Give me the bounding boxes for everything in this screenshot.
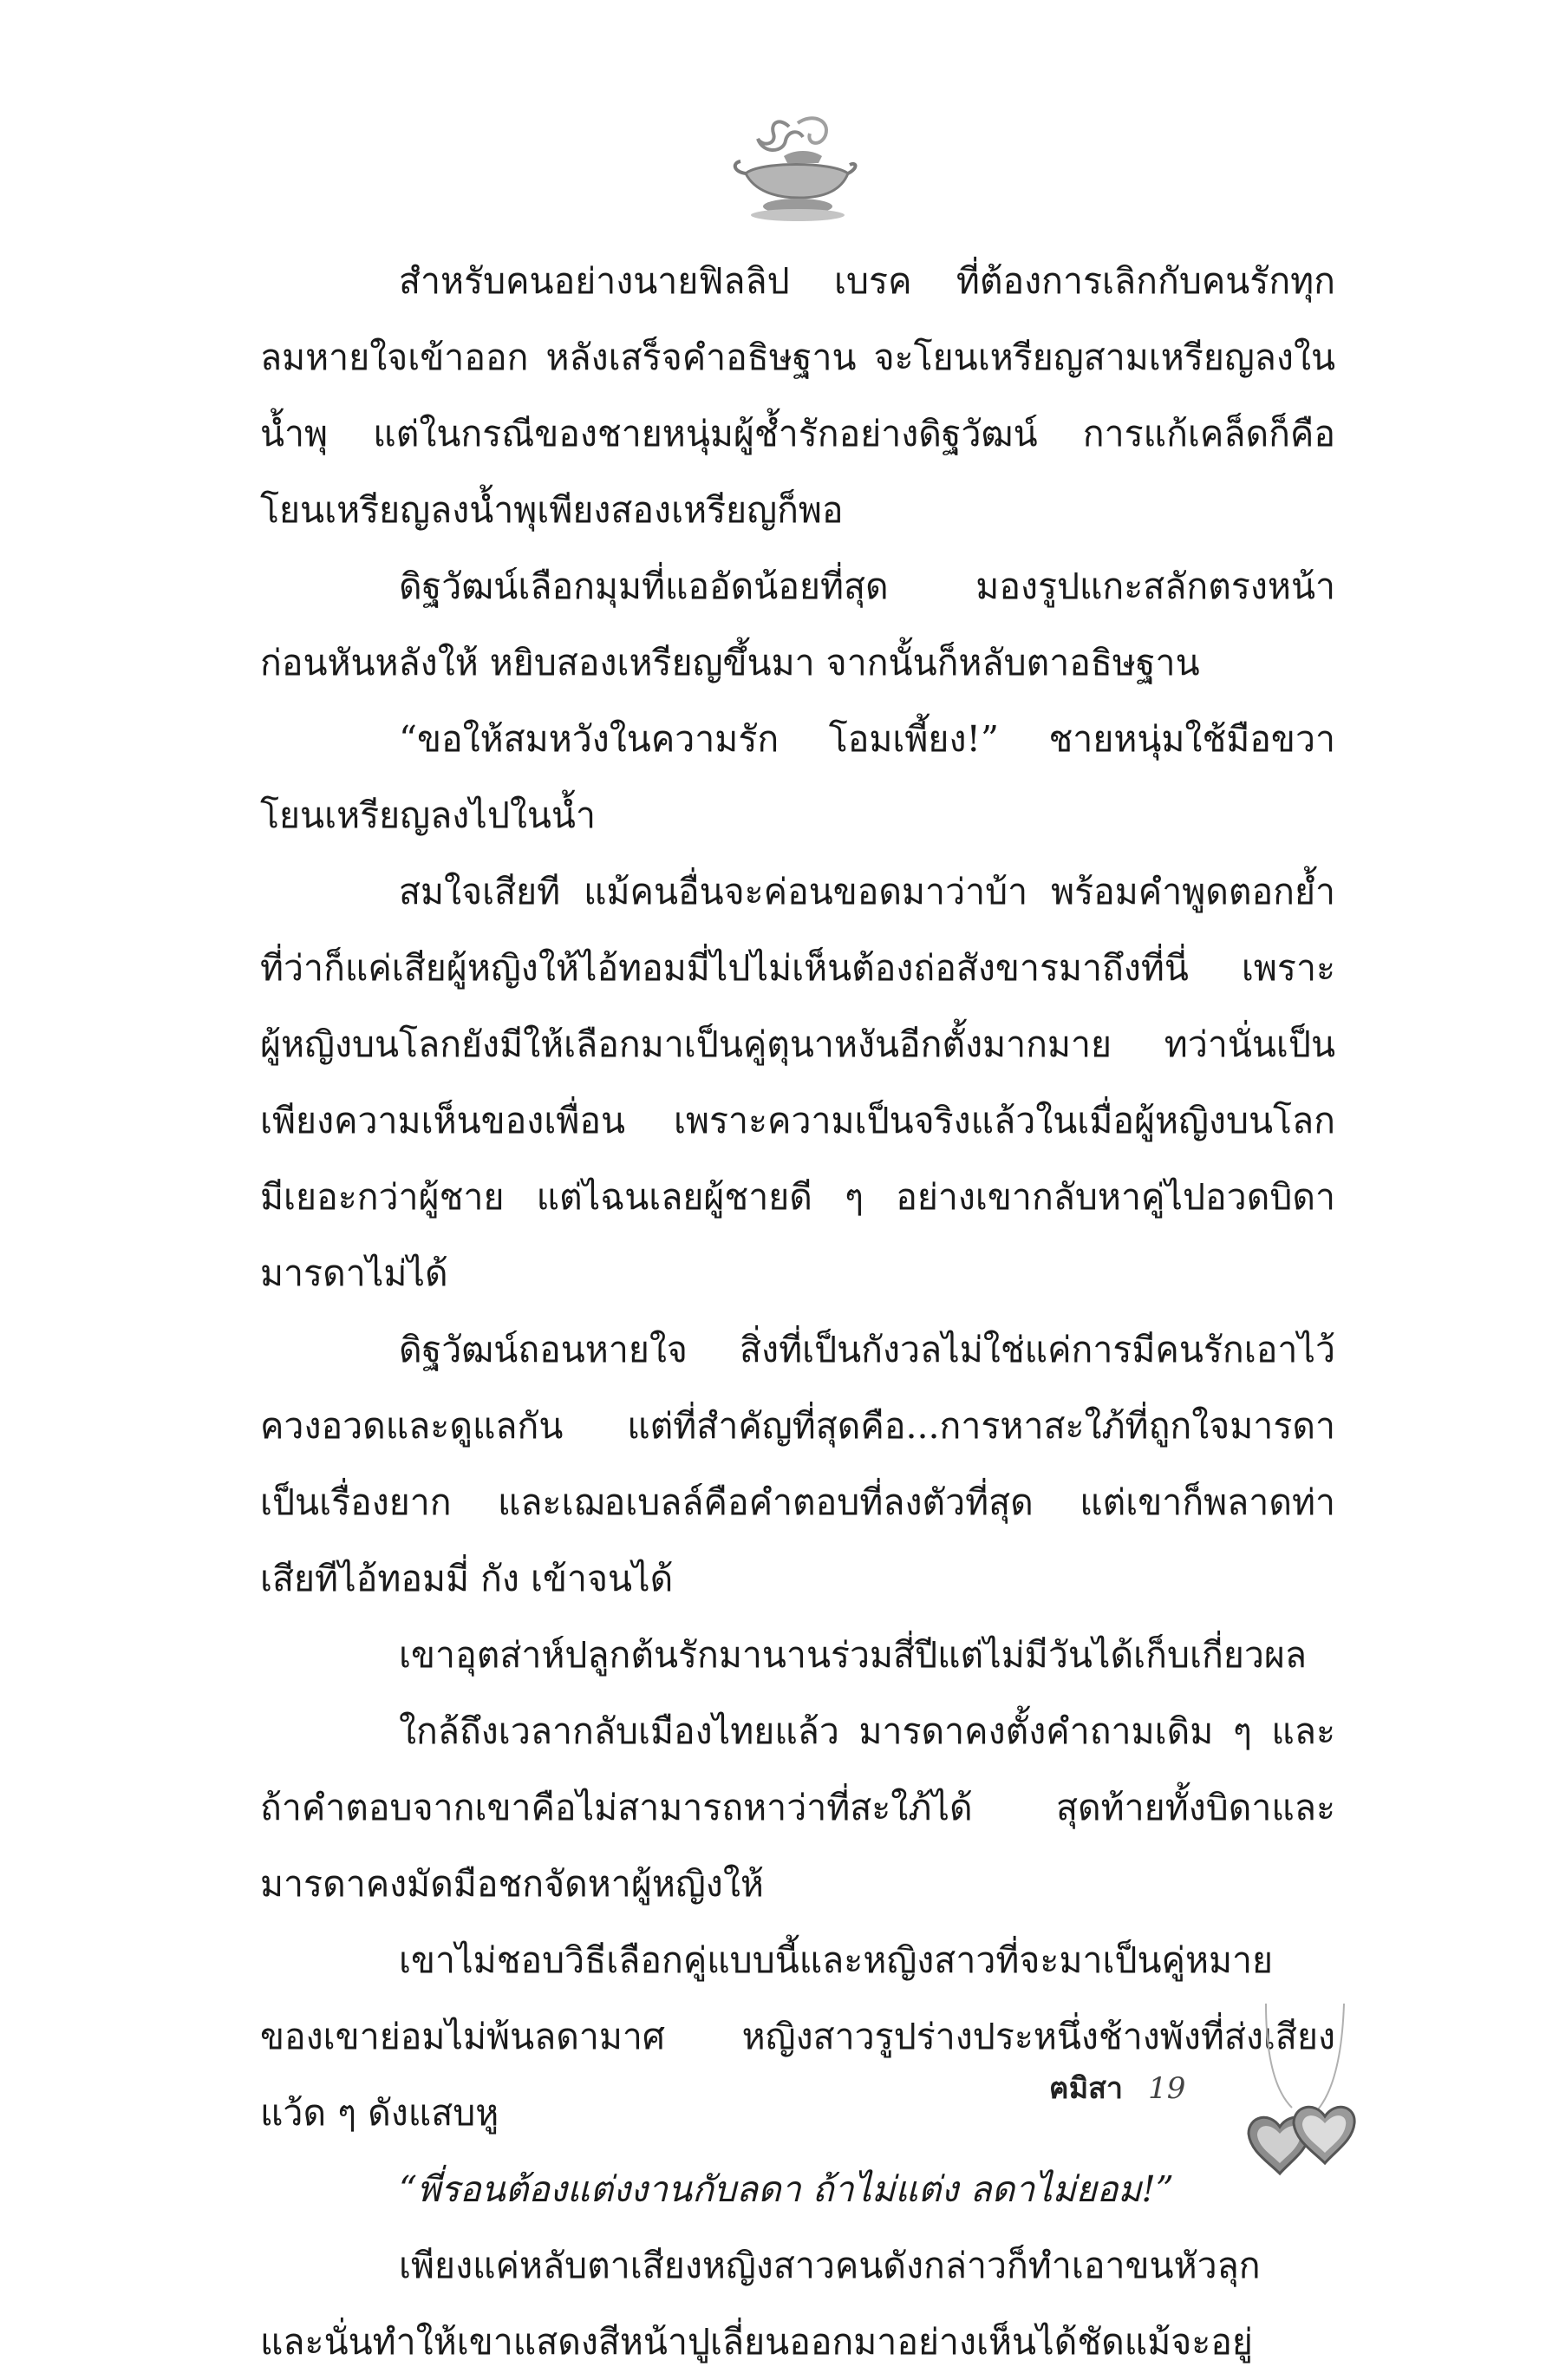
magic-lamp-icon <box>728 111 858 224</box>
page-footer <box>1049 2063 1185 2115</box>
text-line: ถ้าคำตอบจากเขาคือไม่สามารถหาว่าที่สะใภ้ได้ สุดท้ายทั้งบิดาและ <box>260 1787 1335 1828</box>
text-line: ควงอวดและดูแลกัน แต่ที่สำคัญที่สุดคือ...การหาสะใภ้ที่ถูกใจมารดา <box>260 1405 1335 1447</box>
text-line: ผู้หญิงบนโลกยังมีให้เลือกมาเป็นคู่ตุนาหงันอีกตั้งมากมาย ทว่านั่นเป็น <box>260 1023 1335 1065</box>
text-line: “ขอให้สมหวังในความรัก โอมเพี้ยง!” ชายหนุ่มใช้มือขวา <box>399 718 1335 760</box>
page-number: 19 <box>1148 2071 1186 2106</box>
text-line: เป็นเรื่องยาก และเฌอเบลล์คือคำตอบที่ลงตัวที่สุด แต่เขาก็พลาดท่า <box>260 1481 1335 1523</box>
text-line: โยนเหรียญลงน้ำพุเพียงสองเหรียญก็พอ <box>260 489 844 531</box>
text-line: มารดาไม่ได้ <box>260 1252 448 1294</box>
text-line: ลมหายใจเข้าออก หลังเสร็จคำอธิษฐาน จะโยนเหรียญสามเหรียญลงใน <box>260 337 1335 378</box>
text-line: เขาไม่ชอบวิธีเลือกคู่แบบนี้และหญิงสาวที่จะมาเป็นคู่หมาย <box>399 1939 1274 1981</box>
text-line: มารดาคงมัดมือชกจัดหาผู้หญิงให้ <box>260 1863 764 1905</box>
author-name: ฅมิสา <box>1049 2071 1123 2106</box>
text-line: ดิฐวัฒน์ถอนหายใจ สิ่งที่เป็นกังวลไม่ใช่แค่การมีคนรักเอาไว้ <box>399 1329 1335 1370</box>
text-line: แว้ด ๆ ดังแสบหู <box>260 2092 499 2134</box>
text-line: และนั่นทำให้เขาแสดงสีหน้าปูเลี่ยนออกมาอย่างเห็นได้ชัดแม้จะอยู่ <box>260 2321 1253 2363</box>
text-line: ที่ว่าก็แค่เสียผู้หญิงให้ไอ้ทอมมี่ไปไม่เห็นต้องถ่อสังขารมาถึงที่นี่ เพราะ <box>260 947 1335 989</box>
text-line: เขาอุตส่าห์ปลูกต้นรักมานานร่วมสี่ปีแต่ไม่มีวันได้เก็บเกี่ยวผล <box>399 1634 1308 1676</box>
heart-locket-icon <box>1240 2004 1361 2177</box>
text-line: สมใจเสียที แม้คนอื่นจะค่อนขอดมาว่าบ้า พร้อมคำพูดตอกย้ำ <box>399 871 1335 912</box>
text-line: สำหรับคนอย่างนายฟิลลิป เบรค ที่ต้องการเลิกกับคนรักทุก <box>399 260 1335 302</box>
text-line: เพียงความเห็นของเพื่อน เพราะความเป็นจริงแล้วในเมื่อผู้หญิงบนโลก <box>260 1100 1335 1141</box>
text-line: เพียงแค่หลับตาเสียงหญิงสาวคนดังกล่าวก็ทำเอาขนหัวลุก <box>399 2245 1261 2286</box>
text-line: น้ำพุ แต่ในกรณีของชายหนุ่มผู้ช้ำรักอย่างดิฐวัฒน์ การแก้เคล็ดก็คือ <box>260 413 1335 454</box>
text-line: ก่อนหันหลังให้ หยิบสองเหรียญขึ้นมา จากนั้นก็หลับตาอธิษฐาน <box>260 642 1200 683</box>
text-line: ใกล้ถึงเวลากลับเมืองไทยแล้ว มารดาคงตั้งคำถามเดิม ๆ และ <box>399 1710 1335 1752</box>
text-line: โยนเหรียญลงไปในน้ำ <box>260 794 596 836</box>
text-line: “พี่รอนต้องแต่งงานกับลดา ถ้าไม่แต่ง ลดาไม่ยอม!” <box>399 2168 1174 2210</box>
text-line: ดิฐวัฒน์เลือกมุมที่แออัดน้อยที่สุด มองรูปแกะสลักตรงหน้า <box>399 566 1335 607</box>
text-line: มีเยอะกว่าผู้ชาย แต่ไฉนเลยผู้ชายดี ๆ อย่างเขากลับหาคู่ไปอวดบิดา <box>260 1176 1335 1218</box>
text-line: เสียทีไอ้ทอมมี่ กัง เข้าจนได้ <box>260 1558 674 1599</box>
text-body <box>260 243 1335 2380</box>
text-line: ของเขาย่อมไม่พ้นลดามาศ หญิงสาวรูปร่างประหนึ่งช้างพังที่ส่งเสียง <box>260 2016 1335 2057</box>
